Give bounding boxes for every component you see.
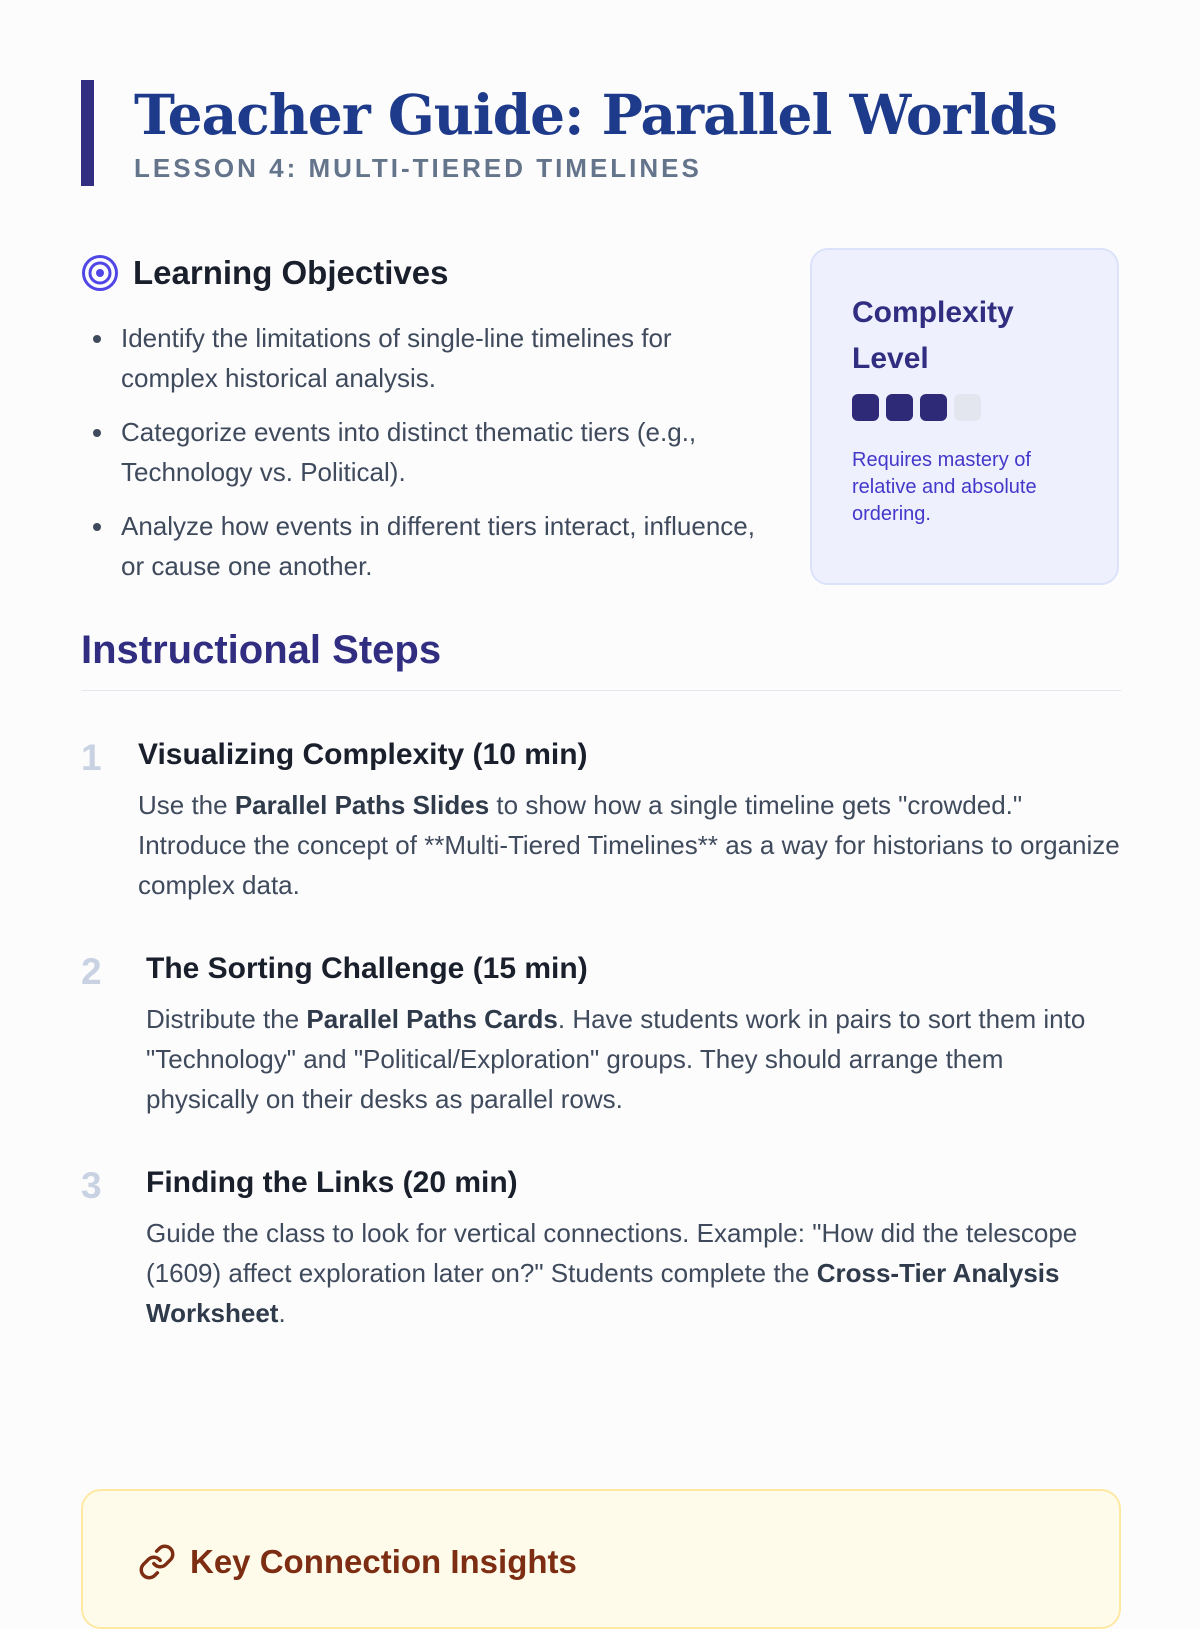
complexity-card <box>810 248 1119 585</box>
step-item <box>81 735 1121 905</box>
resource-name: Parallel Paths Slides <box>234 790 490 820</box>
step-item <box>81 949 1121 1119</box>
step-item <box>81 1163 1121 1333</box>
complexity-meter <box>852 394 1077 421</box>
step-number: 3 <box>81 1165 102 1206</box>
objective-item: Identify the limitations of single-line timelines for complex historical analysis. <box>81 318 761 398</box>
page-title: Teacher Guide: Parallel Worlds <box>134 82 1057 147</box>
steps-heading: Instructional Steps <box>81 628 1121 691</box>
step-title: Visualizing Complexity (10 min) <box>138 738 588 771</box>
step-title: Finding the Links (20 min) <box>146 1166 518 1199</box>
objective-item: Analyze how events in different tiers interact, influence, or cause one another. <box>81 506 761 586</box>
complexity-dot-filled <box>886 394 913 421</box>
resource-name: Parallel Paths Cards <box>306 1004 558 1034</box>
insights-heading: Key Connection Insights <box>190 1543 577 1580</box>
link-icon <box>138 1543 176 1581</box>
complexity-dot-filled <box>920 394 947 421</box>
step-number: 2 <box>81 951 102 992</box>
step-body <box>146 1163 1121 1333</box>
objectives-heading: Learning Objectives <box>133 254 449 291</box>
step-body <box>138 735 1121 905</box>
step-text: Guide the class to look for vertical connections. Example: "How did the telescope (1609) affect exploration later on?" Students complete the Cross-Tier Analysis Worksheet. <box>146 1218 1078 1328</box>
objectives-row <box>81 248 1121 628</box>
teacher-guide-page <box>81 80 1121 1333</box>
complexity-title: Complexity Level <box>852 296 1014 375</box>
step-number: 1 <box>81 737 102 778</box>
objective-item: Categorize events into distinct thematic tiers (e.g., Technology vs. Political). <box>81 412 761 492</box>
objectives-header <box>81 248 761 298</box>
learning-objectives <box>81 248 761 600</box>
objectives-list <box>81 318 761 586</box>
complexity-note: Requires mastery of relative and absolute ordering. <box>852 449 1037 525</box>
complexity-dot-empty <box>954 394 981 421</box>
target-icon <box>81 254 119 292</box>
resource-name: Cross-Tier Analysis Worksheet <box>146 1258 1060 1328</box>
page-header <box>81 80 1121 186</box>
step-title: The Sorting Challenge (15 min) <box>146 952 588 985</box>
step-text: Use the Parallel Paths Slides to show how a single timeline gets "crowded." Introduce the concept of **Multi-Tiered Timelines** as a way for historians to organize complex data. <box>138 790 1120 900</box>
step-body <box>146 949 1121 1119</box>
insights-header <box>138 1543 577 1581</box>
header-accent-bar <box>81 80 94 186</box>
lesson-subtitle: LESSON 4: MULTI-TIERED TIMELINES <box>134 153 702 183</box>
step-text: Distribute the Parallel Paths Cards. Have students work in pairs to sort them into "Technology" and "Political/Exploration" groups. They should arrange them physically on their desks as parallel rows. <box>146 1004 1086 1114</box>
insights-card <box>81 1489 1121 1629</box>
complexity-dot-filled <box>852 394 879 421</box>
